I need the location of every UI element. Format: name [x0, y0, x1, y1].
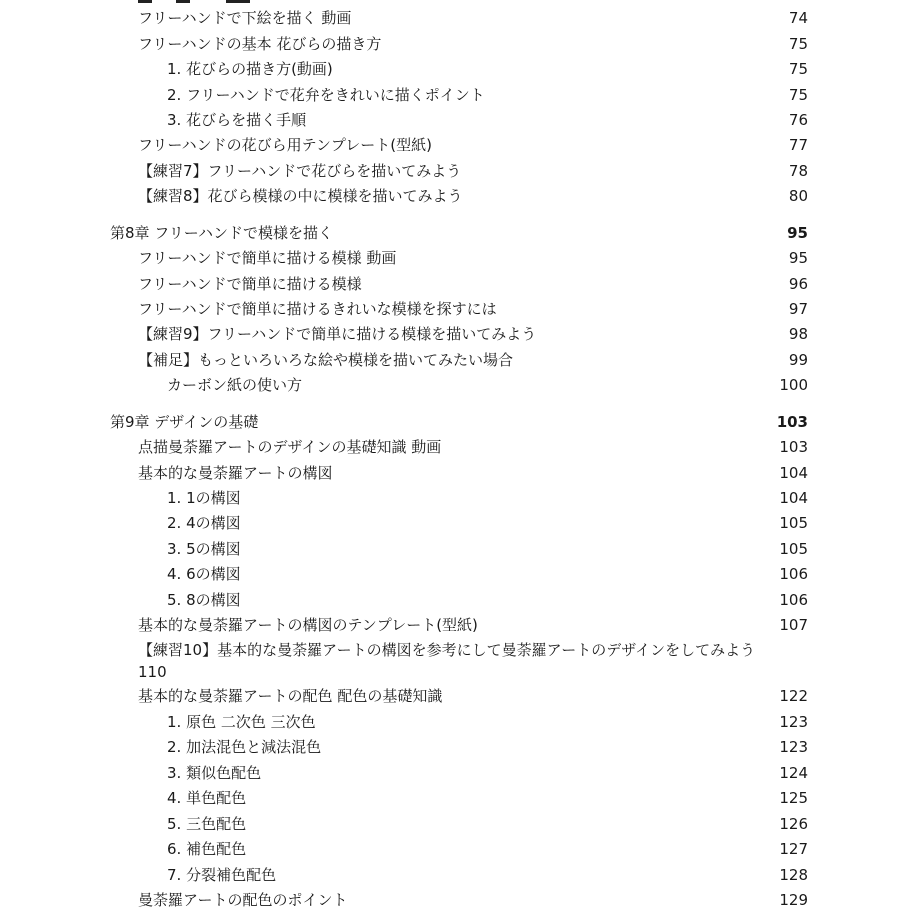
toc-entry-title: 【補足】もっといろいろな絵や模様を描いてみたい場合	[138, 351, 514, 369]
toc-page-number: 129	[779, 891, 808, 909]
toc-entry-title: 基本的な曼荼羅アートの構図のテンプレート(型紙)	[138, 616, 478, 634]
toc-entry-title: フリーハンドで下絵を描く 動画	[138, 9, 352, 27]
toc-entry-title: フリーハンドで簡単に描ける模様 動画	[138, 249, 397, 267]
toc-entry-title: 基本的な曼荼羅アートの構図	[138, 464, 333, 482]
toc-page-number: 106	[779, 565, 808, 583]
toc-entry-title: フリーハンドで簡単に描けるきれいな模様を探すには	[138, 300, 497, 318]
toc-page-number: 123	[779, 738, 808, 756]
toc-entry-title: 1. 1の構図	[167, 489, 241, 507]
toc-page-number: 104	[779, 489, 808, 507]
toc-page-number: 95	[788, 249, 808, 267]
toc-page-number: 98	[788, 325, 808, 343]
toc-page-number: 122	[779, 687, 808, 705]
toc-page-number: 105	[779, 514, 808, 532]
toc-entry-title: 4. 単色配色	[167, 789, 247, 807]
toc-page-number: 128	[779, 866, 808, 884]
toc-page-number: 110	[138, 663, 167, 681]
toc-page-number: 106	[779, 591, 808, 609]
toc-page-number: 123	[779, 713, 808, 731]
toc-entry-title: 2. 加法混色と減法混色	[167, 738, 322, 756]
toc-page-number: 76	[788, 111, 808, 129]
toc-page-number: 127	[779, 840, 808, 858]
toc-entry-title: 第8章 フリーハンドで模様を描く	[110, 224, 333, 242]
toc-entry-title: 4. 6の構図	[167, 565, 241, 583]
toc-entry-title: 曼荼羅アートの配色のポイント	[138, 891, 348, 909]
toc-entry-title: 点描曼荼羅アートのデザインの基礎知識 動画	[138, 438, 442, 456]
toc-entry-title: 【練習7】フリーハンドで花びらを描いてみよう	[138, 162, 462, 180]
toc-page-number: 95	[787, 224, 808, 242]
toc-page-number: 104	[779, 464, 808, 482]
toc-entry-title: 3. 類似色配色	[167, 764, 262, 782]
toc-entry-title: 【練習9】フリーハンドで簡単に描ける模様を描いてみよう	[138, 325, 537, 343]
toc-entry-title: 3. 花びらを描く手順	[167, 111, 307, 129]
toc-page-number: 75	[788, 86, 808, 104]
toc-page-number: 105	[779, 540, 808, 558]
toc-entry-title: フリーハンドで簡単に描ける模様	[138, 275, 362, 293]
toc-entry-title: 2. フリーハンドで花弁をきれいに描くポイント	[167, 86, 485, 104]
toc-entry-title: カーボン紙の使い方	[167, 376, 303, 394]
toc-page-number: 124	[779, 764, 808, 782]
toc-entry-title: 1. 花びらの描き方(動画)	[167, 60, 333, 78]
toc-entry-title: フリーハンドの花びら用テンプレート(型紙)	[138, 136, 433, 154]
toc-page-number: 77	[788, 136, 808, 154]
toc-entry-title: 3. 5の構図	[167, 540, 241, 558]
toc-entry-title: 7. 分裂補色配色	[167, 866, 277, 884]
toc-entry-title: 基本的な曼荼羅アートの配色 配色の基礎知識	[138, 687, 443, 705]
toc-page-number: 74	[788, 9, 808, 27]
toc-entry-title: 6. 補色配色	[167, 840, 247, 858]
toc-entry-title: 第9章 デザインの基礎	[110, 413, 259, 431]
toc-entry-title: 5. 8の構図	[167, 591, 241, 609]
toc-page-number: 126	[779, 815, 808, 833]
toc-page-number: 75	[788, 60, 808, 78]
toc-page-number: 99	[788, 351, 808, 369]
toc-page-number: 80	[788, 187, 808, 205]
toc-entry-title: 2. 4の構図	[167, 514, 241, 532]
toc-entry-title: 【練習8】花びら模様の中に模様を描いてみよう	[138, 187, 463, 205]
toc-entry-title: 5. 三色配色	[167, 815, 247, 833]
toc-page-number: 97	[788, 300, 808, 318]
toc-entry-title: 1. 原色 二次色 三次色	[167, 713, 316, 731]
toc-page-number: 75	[788, 35, 808, 53]
toc-entry-title: 【練習10】基本的な曼荼羅アートの構図を参考にして曼荼羅アートのデザインをしてみよう	[138, 641, 756, 659]
toc-page-number: 103	[776, 413, 808, 431]
toc-entry-title: フリーハンドの基本 花びらの描き方	[138, 35, 382, 53]
toc-page-number: 103	[779, 438, 808, 456]
toc-page-number: 125	[779, 789, 808, 807]
toc-page-number: 100	[779, 376, 808, 394]
toc-page-number: 107	[779, 616, 808, 634]
toc-page-number: 78	[788, 162, 808, 180]
toc-page-number: 96	[788, 275, 808, 293]
